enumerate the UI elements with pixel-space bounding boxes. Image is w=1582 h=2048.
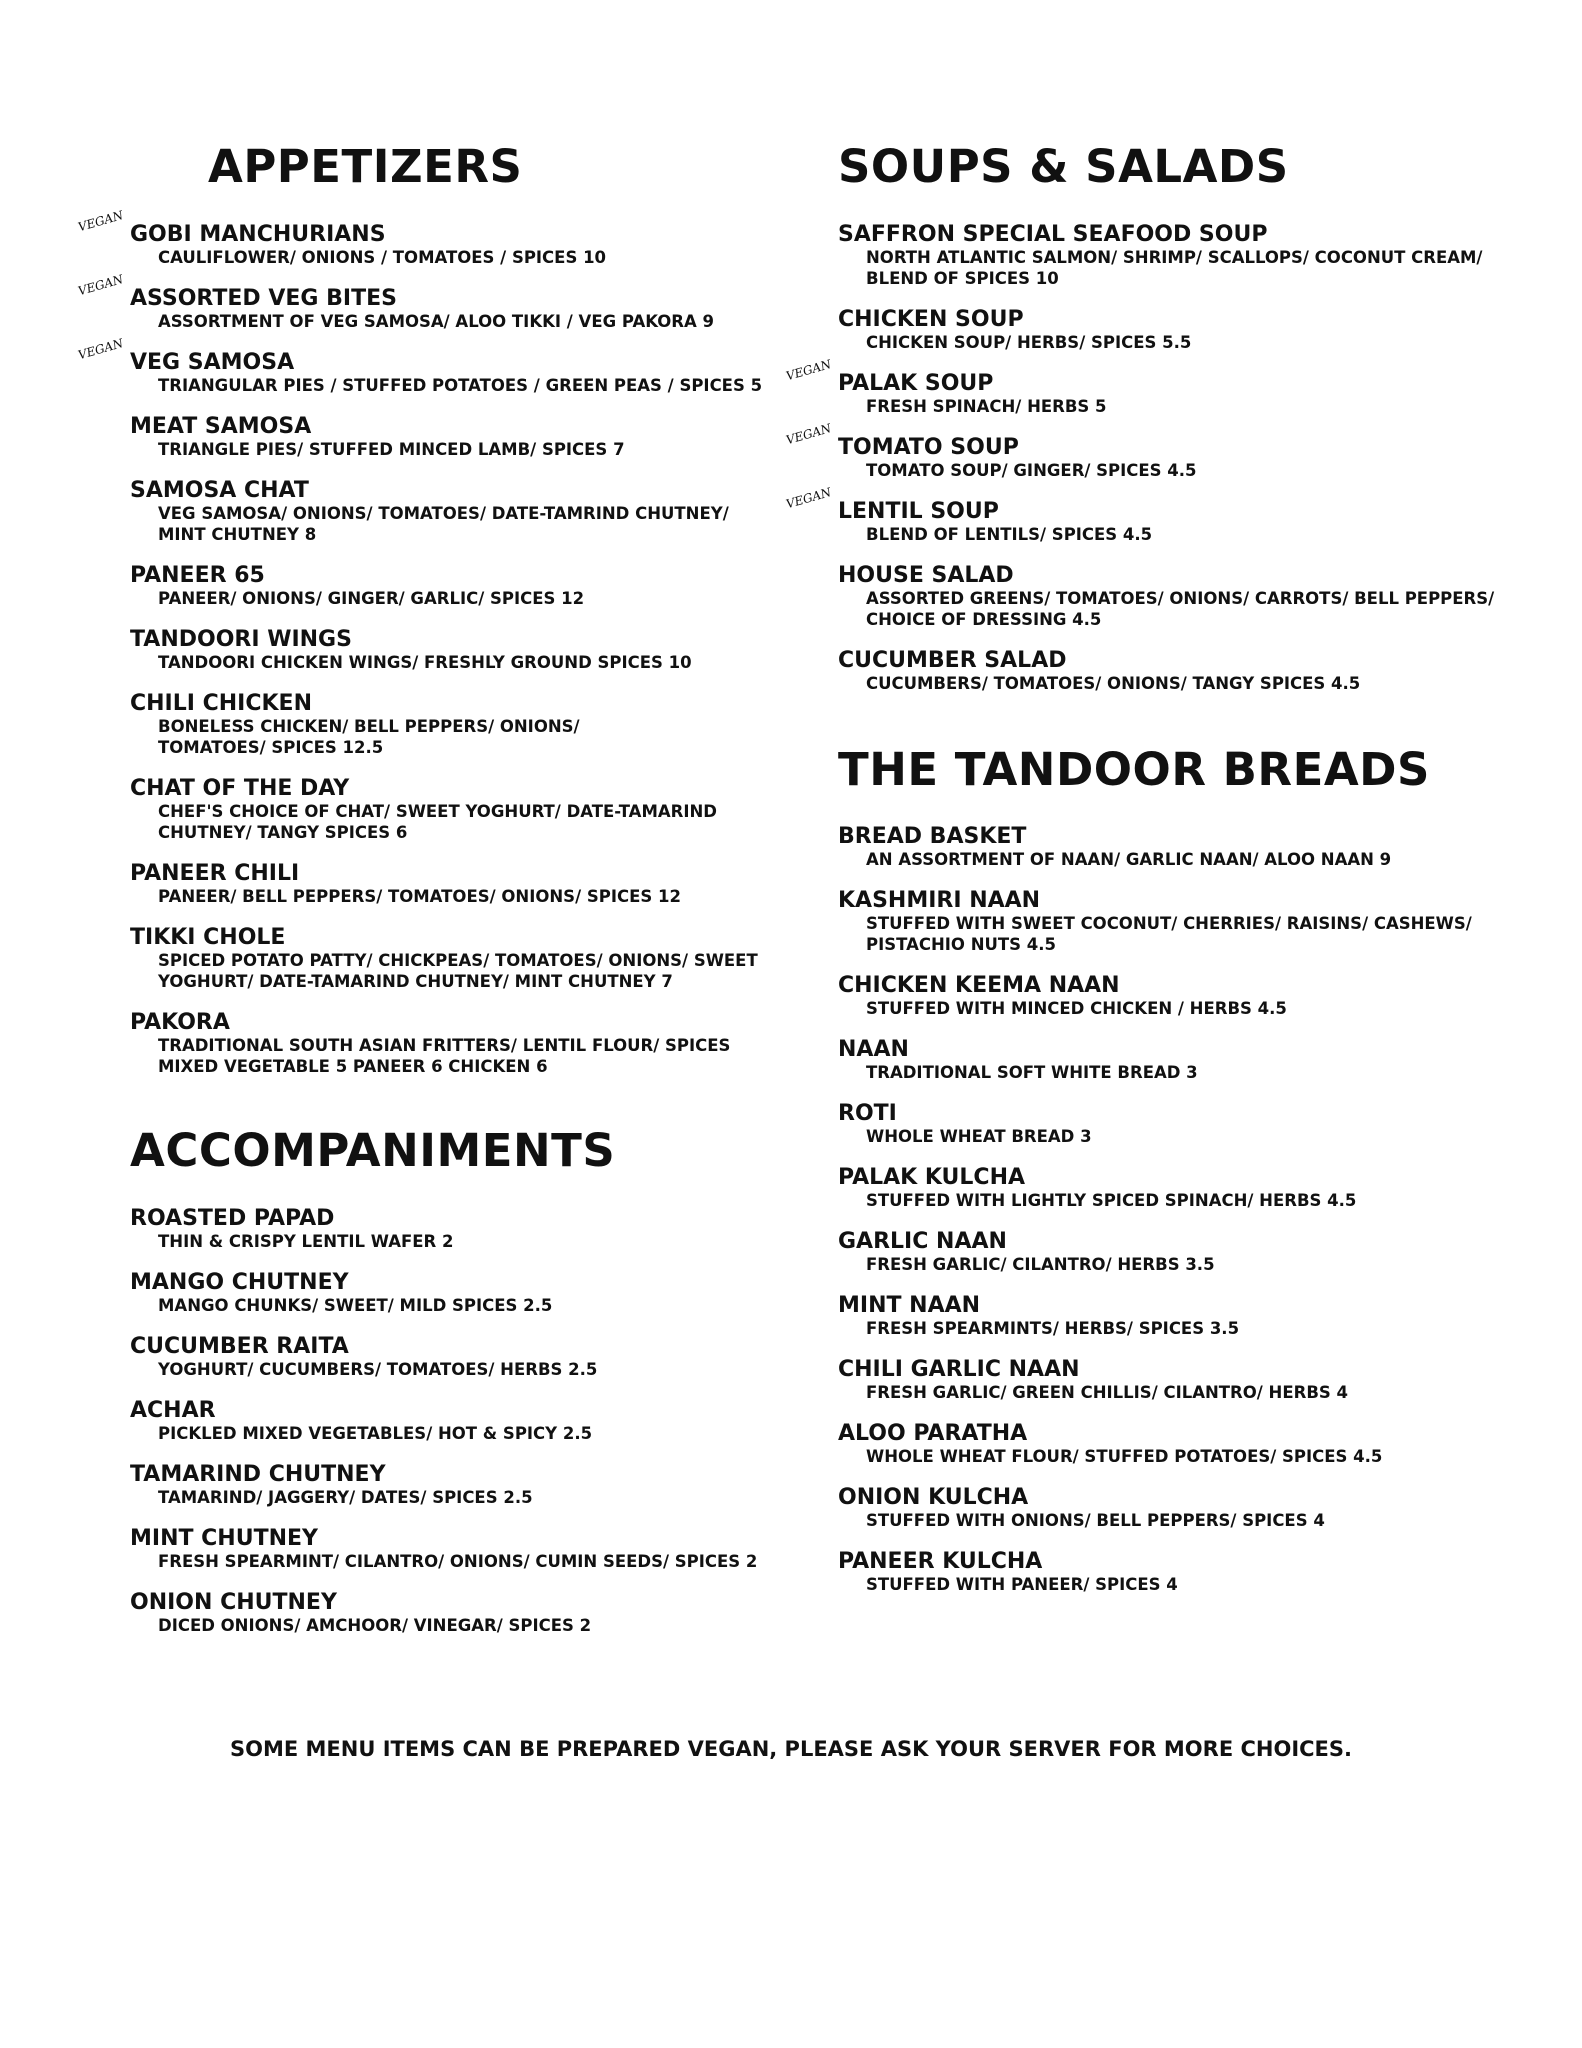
menu-item bbox=[130, 1334, 597, 1380]
item-description: PANEER/ ONIONS/ GINGER/ GARLIC/ SPICES 12 bbox=[158, 589, 585, 608]
item-description: AN ASSORTMENT OF NAAN/ GARLIC NAAN/ ALOO NAAN 9 bbox=[866, 850, 1392, 869]
item-name: TAMARIND CHUTNEY bbox=[130, 1462, 386, 1487]
item-description: WHOLE WHEAT BREAD 3 bbox=[866, 1127, 1092, 1146]
item-description: TRIANGULAR PIES / STUFFED POTATOES / GREEN PEAS / SPICES 5 bbox=[158, 376, 763, 395]
item-description: FRESH GARLIC/ CILANTRO/ HERBS 3.5 bbox=[866, 1255, 1215, 1274]
menu-item bbox=[130, 691, 580, 758]
item-description: ASSORTED GREENS/ TOMATOES/ ONIONS/ CARROTS/ BELL PEPPERS/ CHOICE OF DRESSING 4.5 bbox=[866, 589, 1495, 629]
menu-item bbox=[838, 973, 1287, 1019]
item-name: MINT NAAN bbox=[838, 1293, 981, 1318]
menu-item bbox=[130, 1526, 757, 1572]
item-name: CHILI CHICKEN bbox=[130, 691, 312, 716]
item-name: PALAK KULCHA bbox=[838, 1165, 1026, 1190]
item-description: TOMATO SOUP/ GINGER/ SPICES 4.5 bbox=[866, 461, 1197, 480]
item-name: NAAN bbox=[838, 1037, 909, 1062]
item-description: WHOLE WHEAT FLOUR/ STUFFED POTATOES/ SPICES 4.5 bbox=[866, 1447, 1383, 1466]
menu-item bbox=[130, 776, 717, 843]
menu-item bbox=[130, 478, 729, 545]
item-name: BREAD BASKET bbox=[838, 824, 1027, 849]
menu-item bbox=[838, 1357, 1348, 1403]
item-description: THIN & CRISPY LENTIL WAFER 2 bbox=[158, 1232, 454, 1251]
item-name: ACHAR bbox=[130, 1398, 216, 1423]
menu-item bbox=[838, 222, 1482, 289]
item-description: STUFFED WITH PANEER/ SPICES 4 bbox=[866, 1575, 1178, 1594]
item-description: CUCUMBERS/ TOMATOES/ ONIONS/ TANGY SPICES 4.5 bbox=[866, 674, 1361, 693]
item-description: ASSORTMENT OF VEG SAMOSA/ ALOO TIKKI / VEG PAKORA 9 bbox=[158, 312, 714, 331]
item-name: VEGAN TOMATO SOUP bbox=[838, 435, 1197, 460]
item-name: PAKORA bbox=[130, 1010, 230, 1035]
menu-item bbox=[130, 861, 681, 907]
vegan-label: VEGAN bbox=[784, 357, 833, 384]
item-name: CHAT OF THE DAY bbox=[130, 776, 350, 801]
item-description: FRESH SPEARMINTS/ HERBS/ SPICES 3.5 bbox=[866, 1319, 1240, 1338]
vegan-label: VEGAN bbox=[76, 336, 125, 363]
menu-item bbox=[130, 414, 625, 460]
menu-item bbox=[838, 888, 1472, 955]
item-name: CUCUMBER SALAD bbox=[838, 648, 1067, 673]
menu-item bbox=[130, 627, 692, 673]
item-description: STUFFED WITH LIGHTLY SPICED SPINACH/ HERBS 4.5 bbox=[866, 1191, 1357, 1210]
item-description: CAULIFLOWER/ ONIONS / TOMATOES / SPICES 10 bbox=[158, 248, 607, 267]
item-name: SAMOSA CHAT bbox=[130, 478, 309, 503]
menu-item bbox=[838, 1037, 1198, 1083]
menu-item bbox=[838, 1293, 1239, 1339]
menu-item bbox=[130, 925, 758, 992]
item-name: VEGAN VEG SAMOSA bbox=[130, 350, 762, 375]
menu-item bbox=[130, 1462, 533, 1508]
item-description: SPICED POTATO PATTY/ CHICKPEAS/ TOMATOES/ ONIONS/ SWEET YOGHURT/ DATE-TAMARIND CHUTNEY/ MINT CHUTNEY 7 bbox=[158, 951, 758, 991]
menu-item bbox=[838, 1421, 1382, 1467]
item-name: TIKKI CHOLE bbox=[130, 925, 286, 950]
item-description: CHEF'S CHOICE OF CHAT/ SWEET YOGHURT/ DATE-TAMARIND CHUTNEY/ TANGY SPICES 6 bbox=[158, 802, 717, 842]
item-description: BONELESS CHICKEN/ BELL PEPPERS/ ONIONS/ TOMATOES/ SPICES 12.5 bbox=[158, 717, 580, 757]
item-name: ONION CHUTNEY bbox=[130, 1590, 337, 1615]
item-description: VEG SAMOSA/ ONIONS/ TOMATOES/ DATE-TAMRIND CHUTNEY/ MINT CHUTNEY 8 bbox=[158, 504, 729, 544]
item-name: CHILI GARLIC NAAN bbox=[838, 1357, 1080, 1382]
item-name: PANEER 65 bbox=[130, 563, 265, 588]
menu-item bbox=[130, 1206, 453, 1252]
item-description: STUFFED WITH MINCED CHICKEN / HERBS 4.5 bbox=[866, 999, 1287, 1018]
menu-item bbox=[130, 1590, 591, 1636]
item-name: CHICKEN KEEMA NAAN bbox=[838, 973, 1120, 998]
menu-item bbox=[130, 1270, 552, 1316]
item-name: MANGO CHUTNEY bbox=[130, 1270, 349, 1295]
item-description: FRESH SPEARMINT/ CILANTRO/ ONIONS/ CUMIN SEEDS/ SPICES 2 bbox=[158, 1552, 758, 1571]
menu-item bbox=[130, 1010, 730, 1077]
menu-item bbox=[76, 272, 714, 332]
item-name: GARLIC NAAN bbox=[838, 1229, 1007, 1254]
item-description: TAMARIND/ JAGGERY/ DATES/ SPICES 2.5 bbox=[158, 1488, 533, 1507]
item-description: TANDOORI CHICKEN WINGS/ FRESHLY GROUND SPICES 10 bbox=[158, 653, 692, 672]
item-name: TANDOORI WINGS bbox=[130, 627, 352, 652]
item-description: TRIANGLE PIES/ STUFFED MINCED LAMB/ SPICES 7 bbox=[158, 440, 625, 459]
item-description: PICKLED MIXED VEGETABLES/ HOT & SPICY 2.5 bbox=[158, 1424, 593, 1443]
item-name: ROTI bbox=[838, 1101, 897, 1126]
item-description: CHICKEN SOUP/ HERBS/ SPICES 5.5 bbox=[866, 333, 1192, 352]
menu-item bbox=[838, 824, 1391, 870]
item-name: MEAT SAMOSA bbox=[130, 414, 312, 439]
item-name: ROASTED PAPAD bbox=[130, 1206, 335, 1231]
item-description: FRESH GARLIC/ GREEN CHILLIS/ CILANTRO/ HERBS 4 bbox=[866, 1383, 1349, 1402]
item-description: DICED ONIONS/ AMCHOOR/ VINEGAR/ SPICES 2 bbox=[158, 1616, 592, 1635]
vegan-label: VEGAN bbox=[76, 208, 125, 235]
vegan-label: VEGAN bbox=[784, 485, 833, 512]
menu-item bbox=[838, 1229, 1215, 1275]
menu-item bbox=[130, 1398, 592, 1444]
item-description: FRESH SPINACH/ HERBS 5 bbox=[866, 397, 1107, 416]
item-name: VEGAN ASSORTED VEG BITES bbox=[130, 286, 714, 311]
item-name: VEGAN GOBI MANCHURIANS bbox=[130, 222, 606, 247]
item-name: PANEER CHILI bbox=[130, 861, 300, 886]
appetizers-title: APPETIZERS bbox=[208, 140, 523, 193]
menu-item bbox=[838, 1485, 1325, 1531]
menu-item bbox=[838, 307, 1191, 353]
item-name: ALOO PARATHA bbox=[838, 1421, 1028, 1446]
item-description: NORTH ATLANTIC SALMON/ SHRIMP/ SCALLOPS/ COCONUT CREAM/ BLEND OF SPICES 10 bbox=[866, 248, 1483, 288]
item-name: VEGAN PALAK SOUP bbox=[838, 371, 1107, 396]
item-name: PANEER KULCHA bbox=[838, 1549, 1043, 1574]
menu-item bbox=[784, 357, 1107, 417]
menu-item bbox=[76, 208, 607, 268]
item-name: HOUSE SALAD bbox=[838, 563, 1014, 588]
item-description: TRADITIONAL SOFT WHITE BREAD 3 bbox=[866, 1063, 1198, 1082]
accompaniments-title: ACCOMPANIMENTS bbox=[130, 1124, 616, 1177]
menu-item bbox=[838, 1549, 1178, 1595]
menu-item bbox=[838, 1101, 1092, 1147]
item-description: STUFFED WITH SWEET COCONUT/ CHERRIES/ RAISINS/ CASHEWS/ PISTACHIO NUTS 4.5 bbox=[866, 914, 1472, 954]
vegan-footer-note: SOME MENU ITEMS CAN BE PREPARED VEGAN, PLEASE ASK YOUR SERVER FOR MORE CHOICES. bbox=[229, 1737, 1352, 1761]
vegan-label: VEGAN bbox=[784, 421, 833, 448]
menu-item bbox=[784, 421, 1197, 481]
item-name: CHICKEN SOUP bbox=[838, 307, 1024, 332]
item-name: SAFFRON SPECIAL SEAFOOD SOUP bbox=[838, 222, 1268, 247]
vegan-label: VEGAN bbox=[76, 272, 125, 299]
item-name: KASHMIRI NAAN bbox=[838, 888, 1041, 913]
menu-item bbox=[838, 563, 1494, 630]
item-name: ONION KULCHA bbox=[838, 1485, 1029, 1510]
item-name: MINT CHUTNEY bbox=[130, 1526, 318, 1551]
item-description: BLEND OF LENTILS/ SPICES 4.5 bbox=[866, 525, 1153, 544]
item-description: TRADITIONAL SOUTH ASIAN FRITTERS/ LENTIL FLOUR/ SPICES MIXED VEGETABLE 5 PANEER 6 CHICKEN 6 bbox=[158, 1036, 731, 1076]
menu-item bbox=[130, 563, 584, 609]
item-description: YOGHURT/ CUCUMBERS/ TOMATOES/ HERBS 2.5 bbox=[158, 1360, 598, 1379]
menu-item bbox=[838, 648, 1360, 694]
soups-salads-title: SOUPS & SALADS bbox=[838, 140, 1289, 193]
tandoor-breads-title: THE TANDOOR BREADS bbox=[838, 743, 1430, 796]
item-description: MANGO CHUNKS/ SWEET/ MILD SPICES 2.5 bbox=[158, 1296, 553, 1315]
item-name: VEGAN LENTIL SOUP bbox=[838, 499, 1152, 524]
item-name: CUCUMBER RAITA bbox=[130, 1334, 349, 1359]
menu-item bbox=[838, 1165, 1356, 1211]
menu-item bbox=[784, 485, 1153, 545]
item-description: STUFFED WITH ONIONS/ BELL PEPPERS/ SPICES 4 bbox=[866, 1511, 1325, 1530]
menu-item bbox=[76, 336, 763, 396]
item-description: PANEER/ BELL PEPPERS/ TOMATOES/ ONIONS/ SPICES 12 bbox=[158, 887, 681, 906]
